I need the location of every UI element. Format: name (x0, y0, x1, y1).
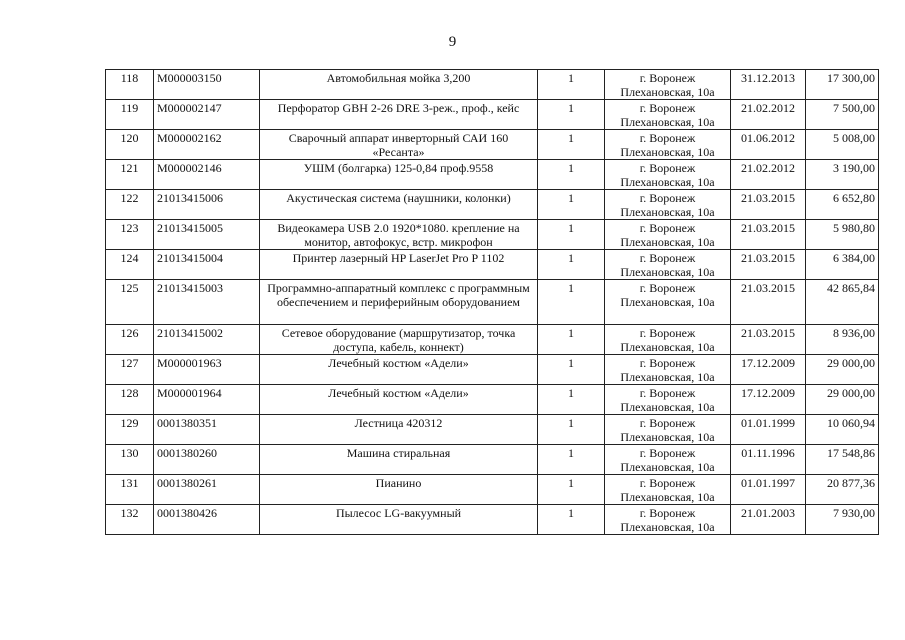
amount-cell: 17 548,86 (806, 445, 879, 475)
table-row (106, 385, 879, 415)
quantity-cell: 1 (538, 220, 605, 250)
quantity-cell: 1 (538, 475, 605, 505)
location-cell: г. Воронеж Плехановская, 10а (605, 385, 731, 415)
amount-cell: 8 936,00 (806, 325, 879, 355)
quantity-cell: 1 (538, 280, 605, 325)
amount-cell: 7 500,00 (806, 100, 879, 130)
date-cell: 21.03.2015 (731, 190, 806, 220)
date-cell: 21.02.2012 (731, 160, 806, 190)
amount-cell: 42 865,84 (806, 280, 879, 325)
row-number-cell: 123 (106, 220, 154, 250)
table-row (106, 190, 879, 220)
date-cell: 21.01.2003 (731, 505, 806, 535)
amount-cell: 5 980,80 (806, 220, 879, 250)
quantity-cell: 1 (538, 445, 605, 475)
date-cell: 01.01.1997 (731, 475, 806, 505)
inventory-number-cell: 21013415002 (154, 325, 260, 355)
inventory-number-cell: 0001380351 (154, 415, 260, 445)
amount-cell: 10 060,94 (806, 415, 879, 445)
item-name-cell: Лестница 420312 (260, 415, 538, 445)
date-cell: 01.11.1996 (731, 445, 806, 475)
row-number-cell: 128 (106, 385, 154, 415)
location-cell: г. Воронеж Плехановская, 10а (605, 415, 731, 445)
location-cell: г. Воронеж Плехановская, 10а (605, 130, 731, 160)
location-cell: г. Воронеж Плехановская, 10а (605, 325, 731, 355)
page-number: 9 (448, 34, 457, 50)
quantity-cell: 1 (538, 130, 605, 160)
location-cell: г. Воронеж Плехановская, 10а (605, 505, 731, 535)
table-row (106, 415, 879, 445)
table-row (106, 280, 879, 325)
inventory-number-cell: М000003150 (154, 70, 260, 100)
quantity-cell: 1 (538, 250, 605, 280)
table-row (106, 160, 879, 190)
location-cell: г. Воронеж Плехановская, 10а (605, 190, 731, 220)
date-cell: 21.03.2015 (731, 280, 806, 325)
table-row (106, 475, 879, 505)
item-name-cell: Сетевое оборудование (маршрутизатор, точка доступа, кабель, коннект) (260, 325, 538, 355)
item-name-cell: Пианино (260, 475, 538, 505)
table-row (106, 445, 879, 475)
quantity-cell: 1 (538, 325, 605, 355)
inventory-number-cell: 0001380261 (154, 475, 260, 505)
table-row (106, 250, 879, 280)
table-row (106, 70, 879, 100)
row-number-cell: 132 (106, 505, 154, 535)
quantity-cell: 1 (538, 70, 605, 100)
amount-cell: 29 000,00 (806, 355, 879, 385)
inventory-number-cell: М000002146 (154, 160, 260, 190)
date-cell: 21.03.2015 (731, 250, 806, 280)
row-number-cell: 121 (106, 160, 154, 190)
inventory-number-cell: М000002147 (154, 100, 260, 130)
date-cell: 17.12.2009 (731, 355, 806, 385)
inventory-number-cell: М000001964 (154, 385, 260, 415)
amount-cell: 3 190,00 (806, 160, 879, 190)
inventory-number-cell: 0001380260 (154, 445, 260, 475)
location-cell: г. Воронеж Плехановская, 10а (605, 355, 731, 385)
quantity-cell: 1 (538, 190, 605, 220)
inventory-number-cell: 21013415006 (154, 190, 260, 220)
amount-cell: 7 930,00 (806, 505, 879, 535)
inventory-number-cell: 0001380426 (154, 505, 260, 535)
row-number-cell: 126 (106, 325, 154, 355)
amount-cell: 5 008,00 (806, 130, 879, 160)
date-cell: 31.12.2013 (731, 70, 806, 100)
item-name-cell: Принтер лазерный HP LaserJet Pro P 1102 (260, 250, 538, 280)
item-name-cell: Акустическая система (наушники, колонки) (260, 190, 538, 220)
date-cell: 21.02.2012 (731, 100, 806, 130)
location-cell: г. Воронеж Плехановская, 10а (605, 220, 731, 250)
item-name-cell: Видеокамера USB 2.0 1920*1080. крепление на монитор, автофокус, встр. микрофон (260, 220, 538, 250)
date-cell: 01.01.1999 (731, 415, 806, 445)
amount-cell: 20 877,36 (806, 475, 879, 505)
table-row (106, 505, 879, 535)
amount-cell: 17 300,00 (806, 70, 879, 100)
location-cell: г. Воронеж Плехановская, 10а (605, 280, 731, 325)
row-number-cell: 127 (106, 355, 154, 385)
quantity-cell: 1 (538, 160, 605, 190)
item-name-cell: Сварочный аппарат инверторный САИ 160 «Ресанта» (260, 130, 538, 160)
location-cell: г. Воронеж Плехановская, 10а (605, 100, 731, 130)
table-row (106, 220, 879, 250)
inventory-number-cell: М000002162 (154, 130, 260, 160)
item-name-cell: Машина стиральная (260, 445, 538, 475)
table-row (106, 100, 879, 130)
amount-cell: 6 652,80 (806, 190, 879, 220)
row-number-cell: 131 (106, 475, 154, 505)
inventory-table (105, 69, 879, 535)
location-cell: г. Воронеж Плехановская, 10а (605, 250, 731, 280)
inventory-number-cell: 21013415004 (154, 250, 260, 280)
location-cell: г. Воронеж Плехановская, 10а (605, 160, 731, 190)
location-cell: г. Воронеж Плехановская, 10а (605, 445, 731, 475)
date-cell: 21.03.2015 (731, 220, 806, 250)
row-number-cell: 130 (106, 445, 154, 475)
inventory-number-cell: М000001963 (154, 355, 260, 385)
amount-cell: 6 384,00 (806, 250, 879, 280)
item-name-cell: УШМ (болгарка) 125-0,84 проф.9558 (260, 160, 538, 190)
location-cell: г. Воронеж Плехановская, 10а (605, 70, 731, 100)
row-number-cell: 118 (106, 70, 154, 100)
date-cell: 17.12.2009 (731, 385, 806, 415)
location-cell: г. Воронеж Плехановская, 10а (605, 475, 731, 505)
item-name-cell: Программно-аппаратный комплекс с программным обеспечением и периферийным оборудованием (260, 280, 538, 325)
row-number-cell: 120 (106, 130, 154, 160)
item-name-cell: Лечебный костюм «Адели» (260, 385, 538, 415)
quantity-cell: 1 (538, 505, 605, 535)
table-row (106, 325, 879, 355)
row-number-cell: 122 (106, 190, 154, 220)
item-name-cell: Лечебный костюм «Адели» (260, 355, 538, 385)
inventory-table-body (106, 70, 879, 535)
table-row (106, 130, 879, 160)
inventory-number-cell: 21013415003 (154, 280, 260, 325)
item-name-cell: Перфоратор GBH 2-26 DRE 3-реж., проф., кейс (260, 100, 538, 130)
row-number-cell: 129 (106, 415, 154, 445)
quantity-cell: 1 (538, 355, 605, 385)
date-cell: 01.06.2012 (731, 130, 806, 160)
amount-cell: 29 000,00 (806, 385, 879, 415)
item-name-cell: Автомобильная мойка 3,200 (260, 70, 538, 100)
inventory-number-cell: 21013415005 (154, 220, 260, 250)
row-number-cell: 125 (106, 280, 154, 325)
quantity-cell: 1 (538, 100, 605, 130)
item-name-cell: Пылесос LG-вакуумный (260, 505, 538, 535)
row-number-cell: 124 (106, 250, 154, 280)
table-row (106, 355, 879, 385)
date-cell: 21.03.2015 (731, 325, 806, 355)
row-number-cell: 119 (106, 100, 154, 130)
quantity-cell: 1 (538, 385, 605, 415)
quantity-cell: 1 (538, 415, 605, 445)
